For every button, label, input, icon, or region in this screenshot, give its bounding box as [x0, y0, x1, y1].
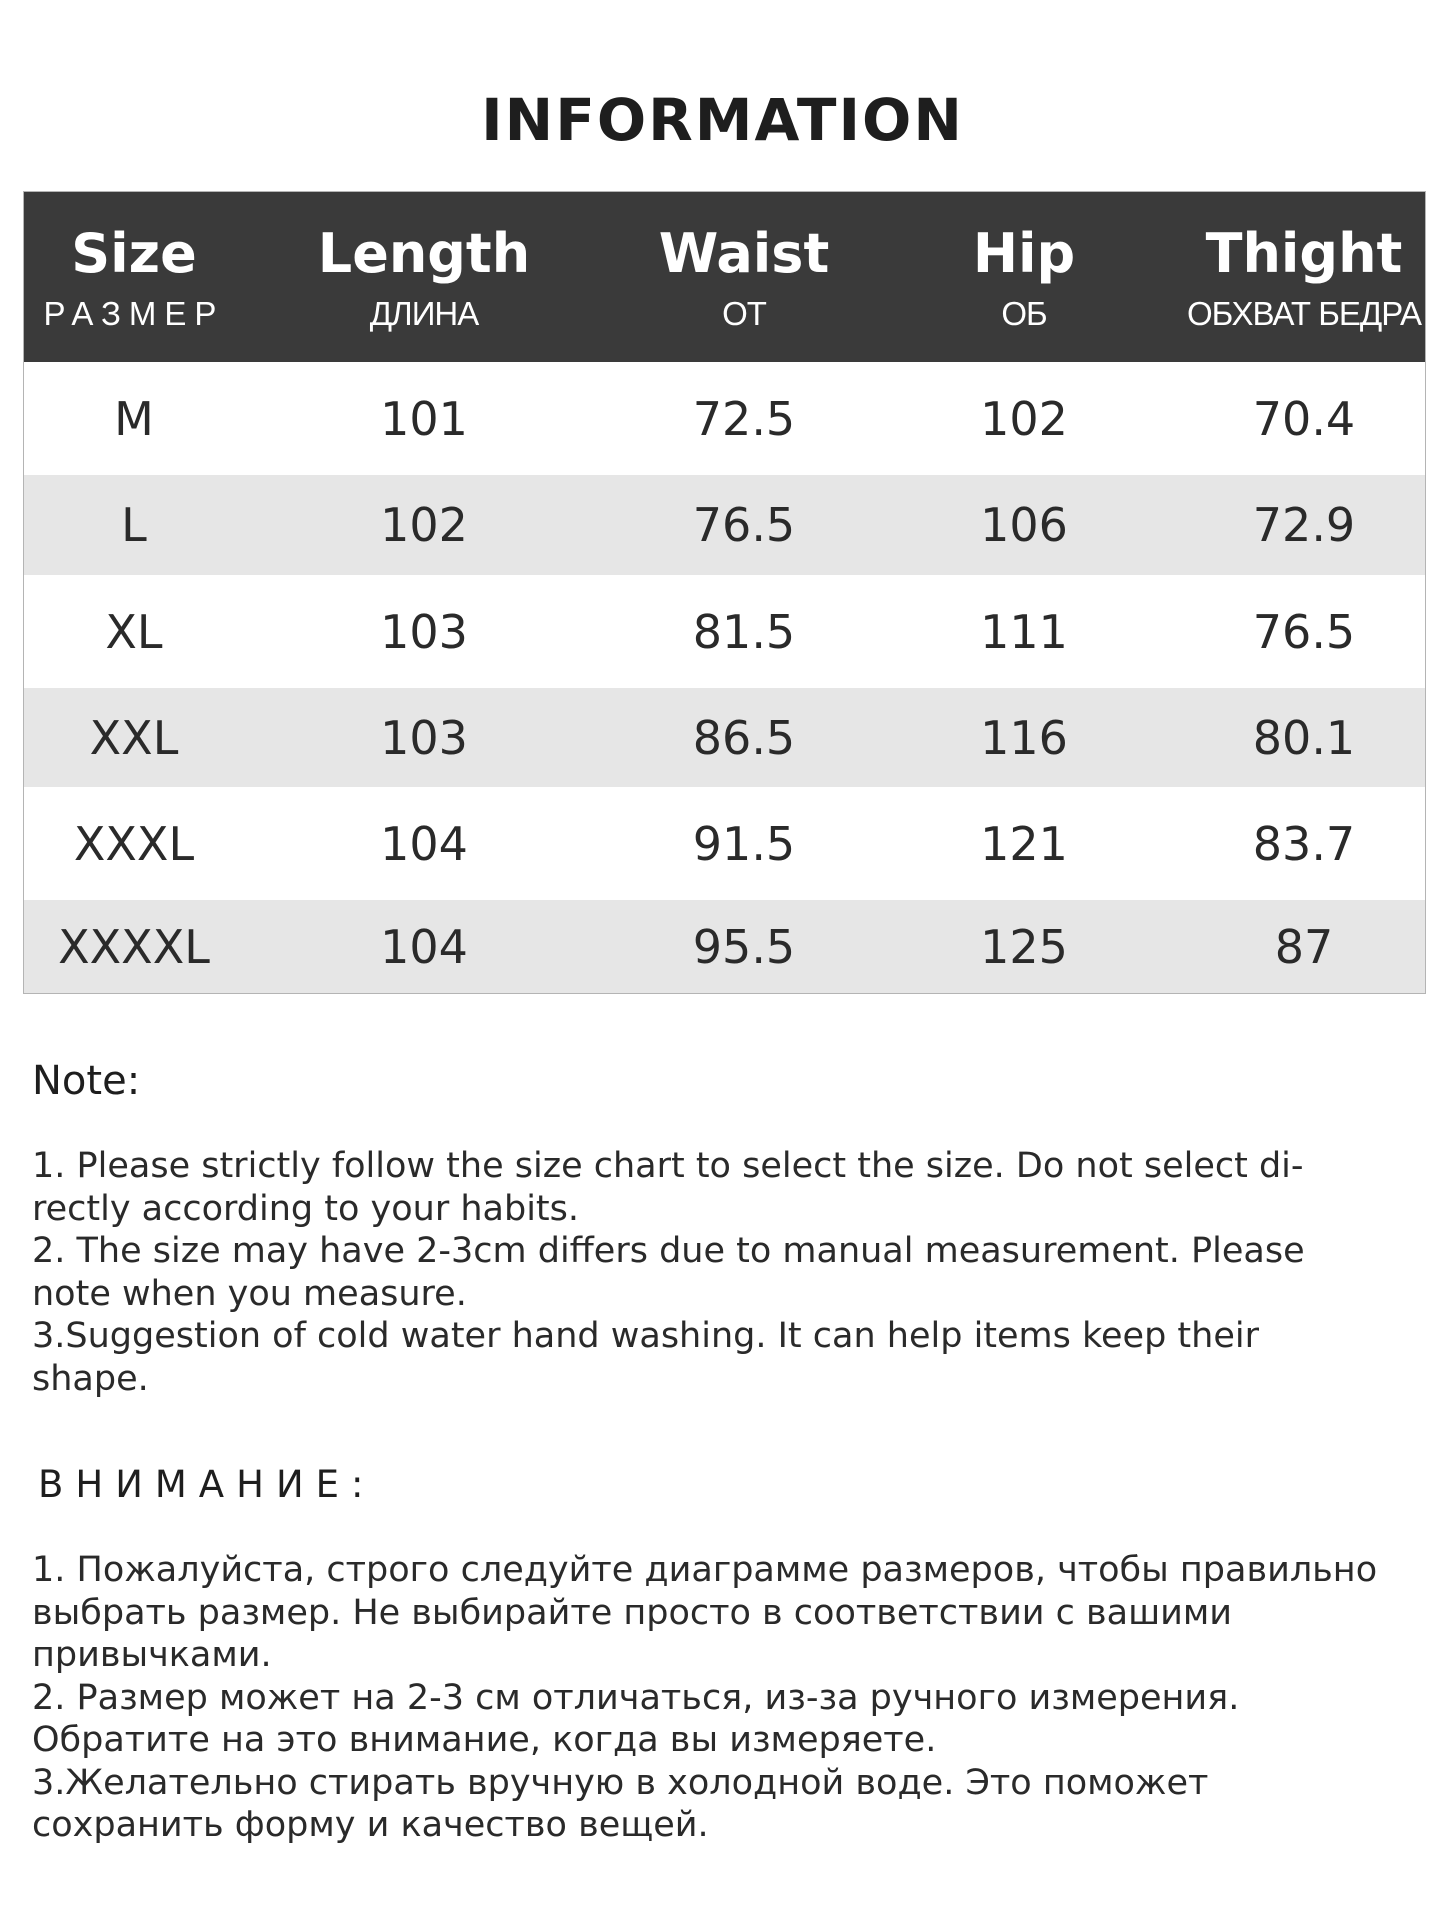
header-size: [24, 192, 244, 362]
note-item: 3.Suggestion of cold water hand washing. It can help items keep their shape.: [32, 1316, 1259, 1399]
header-sub-label: ОБХВАТ БЕДРА: [1186, 295, 1422, 332]
header-main-label: Waist: [658, 222, 830, 285]
table-row: [24, 362, 1425, 475]
header-main-label: Thight: [1205, 222, 1403, 285]
header-sub-label: ОБ: [1001, 295, 1047, 332]
cell-thigh: 70.4: [1252, 391, 1356, 446]
cell-waist: 81.5: [692, 604, 796, 659]
note-list: [32, 1145, 1422, 1400]
ru-note-list: [32, 1549, 1422, 1847]
table-row: [24, 688, 1425, 787]
cell-waist: 86.5: [692, 710, 796, 765]
cell-thigh: 76.5: [1252, 604, 1356, 659]
cell-length: 104: [380, 919, 468, 974]
header-thigh: [1144, 192, 1445, 362]
table-row: [24, 787, 1425, 900]
cell-thigh: 80.1: [1252, 710, 1356, 765]
cell-waist: 95.5: [692, 919, 796, 974]
cell-length: 101: [380, 391, 468, 446]
header-hip: [864, 192, 1184, 362]
header-waist: [584, 192, 904, 362]
ru-note-item: 1. Пожалуйста, строго следуйте диаграмме размеров, чтобы правильно выбрать размер. Не выбирайте просто в соответствии с вашими привычками.: [32, 1550, 1378, 1675]
cell-hip: 106: [980, 498, 1068, 552]
cell-hip: 121: [980, 816, 1068, 871]
cell-thigh: 83.7: [1252, 816, 1356, 871]
page-title: INFORMATION: [481, 86, 964, 154]
note-heading: Note:: [32, 1058, 141, 1104]
header-main-label: Size: [71, 222, 197, 285]
cell-hip: 125: [980, 919, 1068, 974]
cell-thigh: 72.9: [1252, 498, 1356, 552]
table-header: [24, 192, 1425, 362]
header-main-label: Length: [317, 222, 531, 285]
cell-waist: 91.5: [692, 816, 796, 871]
cell-size: XL: [105, 604, 163, 659]
cell-hip: 116: [980, 710, 1068, 765]
cell-length: 103: [380, 710, 468, 765]
ru-note-item: 3.Желательно стирать вручную в холодной воде. Это поможет сохранить форму и качество вещей.: [32, 1762, 1209, 1845]
cell-waist: 76.5: [692, 498, 796, 552]
header-length: [264, 192, 584, 362]
cell-size: XXXL: [73, 816, 195, 871]
table-row: [24, 900, 1425, 993]
header-sub-label: ДЛИНА: [369, 295, 479, 332]
cell-size: XXXXL: [58, 919, 210, 974]
ru-note-item: 2. Размер может на 2-3 см отличаться, из-за ручного измерения. Обратите на это внимание, когда вы измеряете.: [32, 1677, 1240, 1760]
note-item: 1. Please strictly follow the size chart to select the size. Do not select di- rectly according to your habits.: [32, 1146, 1304, 1229]
cell-hip: 102: [980, 391, 1068, 446]
table-row: [24, 575, 1425, 688]
cell-hip: 111: [980, 604, 1068, 659]
header-sub-label: РАЗМЕР: [43, 295, 225, 332]
header-sub-label: ОТ: [722, 295, 766, 332]
header-main-label: Hip: [972, 222, 1076, 285]
cell-size: XXL: [89, 710, 179, 765]
ru-note-heading: ВНИМАНИЕ:: [38, 1463, 376, 1506]
cell-thigh: 87: [1274, 919, 1334, 974]
cell-length: 103: [380, 604, 468, 659]
note-item: 2. The size may have 2-3cm differs due to manual measurement. Please note when you measure.: [32, 1231, 1305, 1314]
cell-length: 104: [380, 816, 468, 871]
table-row: [24, 475, 1425, 575]
size-chart-table: [23, 191, 1426, 994]
cell-waist: 72.5: [692, 391, 796, 446]
cell-size: M: [114, 391, 154, 446]
cell-size: L: [121, 498, 147, 552]
cell-length: 102: [380, 498, 468, 552]
